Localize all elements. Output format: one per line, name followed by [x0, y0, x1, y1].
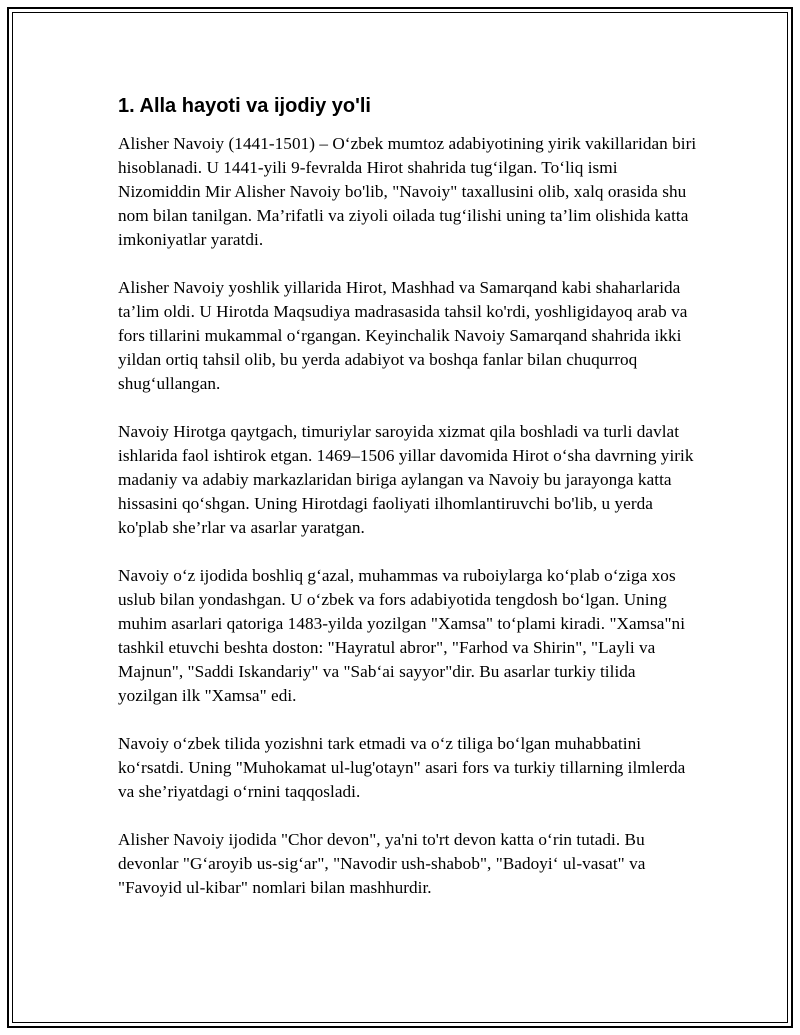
paragraph-herat-service: Navoiy Hirotga qaytgach, timuriylar saroyida xizmat qila boshladi va turli davlat ishlarida faol ishtirok etgan. 1469–1506 yillar davomida Hirot o‘sha davrning yirik madaniy va adabiy markazlaridan biriga aylangan va Navoiy bu jarayonga katta hissasini qo‘shgan. Uning Hirotdagi faoliyati ilhomlantiruvchi bo'lib, u yerda ko'plab she’rlar va asarlar yaratgan. [118, 422, 694, 537]
paragraph-chor-devon: Alisher Navoiy ijodida "Chor devon", ya'ni to'rt devon katta o‘rin tutadi. Bu devonlar "G‘aroyib us-sig‘ar", "Navodir ush-shabob", "Badoyi‘ ul-vasat" va "Favoyid ul-kibar" nomlari bilan mashhurdir. [118, 830, 646, 897]
paragraph-biography-intro: Alisher Navoiy (1441-1501) – O‘zbek mumtoz adabiyotining yirik vakillaridan biri hisoblanadi. U 1441-yili 9-fevralda Hirot shahrida tug‘ilgan. To‘liq ismi Nizomiddin Mir Alisher Navoiy bo'lib, "Navoiy" taxallusini olib, xalq orasida shu nom bilan tanilgan. Ma’rifatli va ziyoli oilada tug‘ilishi uning ta’lim olishida katta imkoniyatlar yaratdi. [118, 134, 697, 249]
section-heading: 1. Alla hayoti va ijodiy yo'li [118, 95, 371, 117]
paragraph-language: Navoiy o‘zbek tilida yozishni tark etmadi va o‘z tiliga bo‘lgan muhabbatini ko‘rsatdi. Uning "Muhokamat ul-lug'otayn" asari fors va turkiy tillarning ilmlerda va she’riyatdagi o‘rnini taqqosladi. [118, 734, 686, 801]
paragraph-khamsa: Navoiy o‘z ijodida boshliq g‘azal, muhammas va ruboiylarga ko‘plab o‘ziga xos uslub bilan yondashgan. U o‘zbek va fors adabiyotida tengdosh bo‘lgan. Uning muhim asarlari qatoriga 1483-yilda yozilgan "Xamsa" to‘plami kiradi. "Xamsa"ni tashkil etuvchi beshta doston: "Hayratul abror", "Farhod va Shirin", "Layli va Majnun", "Saddi Iskandariy" va "Sab‘ai sayyor"dir. Bu asarlar turkiy tilida yozilgan ilk "Xamsa" edi. [118, 566, 686, 705]
document-body [118, 92, 698, 924]
paragraph-education: Alisher Navoiy yoshlik yillarida Hirot, Mashhad va Samarqand kabi shaharlarida ta’lim oldi. U Hirotda Maqsudiya madrasasida tahsil ko'rdi, yoshligidayoq arab va fors tillarini mukammal o‘rgangan. Keyinchalik Navoiy Samarqand shahrida ikki yildan ortiq tahsil olib, bu yerda adabiyot va boshqa fanlar bilan chuqurroq shug‘ullangan. [118, 278, 688, 393]
